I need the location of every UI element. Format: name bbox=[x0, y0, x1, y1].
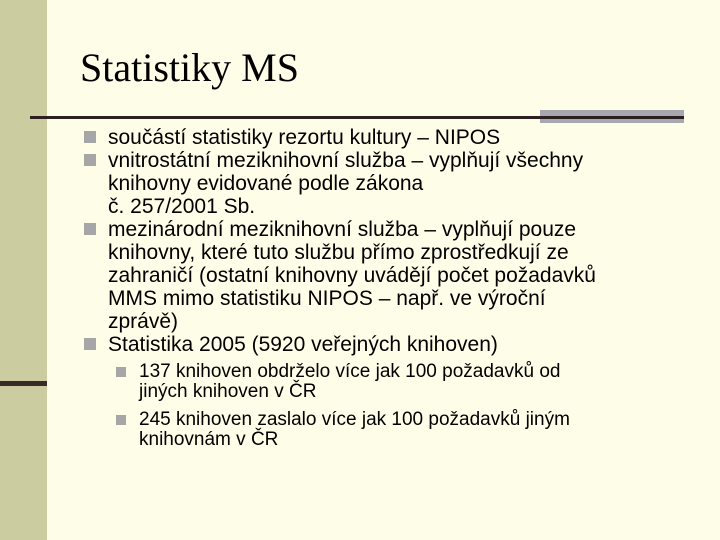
sub-bullet-line: 245 knihoven zaslalo více jak 100 požadavků jiným bbox=[139, 409, 570, 430]
bullet-line: knihovny, které tuto službu přímo zprostředkují ze bbox=[108, 241, 569, 264]
bullet-line: zahraničí (ostatní knihovny uvádějí počet požadavků bbox=[108, 264, 596, 287]
bullet-line: mezinárodní meziknihovní služba – vyplňují pouze bbox=[108, 218, 577, 241]
title-rule-accent-lower bbox=[540, 119, 684, 123]
square-bullet-icon bbox=[116, 367, 126, 377]
square-bullet-icon bbox=[84, 131, 96, 143]
left-bar-marker bbox=[0, 381, 47, 386]
sub-bullet-line: knihovnám v ČR bbox=[139, 429, 279, 450]
square-bullet-icon bbox=[116, 415, 126, 425]
bullet-line: knihovny evidované podle zákona bbox=[108, 172, 424, 195]
left-decorative-bar bbox=[0, 0, 47, 540]
bullet-line: MMS mimo statistiku NIPOS – např. ve výroční bbox=[108, 287, 546, 310]
square-bullet-icon bbox=[84, 154, 96, 166]
bullet-item-nipos bbox=[84, 126, 694, 149]
bullet-text: Statistika 2005 (5920 veřejných knihoven) bbox=[108, 333, 498, 356]
sub-bullet-list bbox=[84, 362, 694, 450]
bullet-text: součástí statistiky rezortu kultury – NIPOS bbox=[108, 126, 501, 149]
bullet-item-statistics-2005 bbox=[84, 333, 694, 356]
square-bullet-icon bbox=[84, 338, 96, 350]
sub-bullet-item-received bbox=[116, 362, 694, 402]
square-bullet-icon bbox=[84, 223, 96, 235]
slide-title: Statistiky MS bbox=[80, 45, 299, 90]
sub-bullet-line: jiných knihoven v ČR bbox=[139, 381, 317, 402]
bullet-line: č. 257/2001 Sb. bbox=[108, 195, 256, 218]
sub-bullet-item-sent bbox=[116, 410, 694, 450]
bullet-line: vnitrostátní meziknihovní služba – vyplňují všechny bbox=[108, 149, 584, 172]
sub-bullet-line: 137 knihoven obdrželo více jak 100 požadavků od bbox=[139, 361, 561, 382]
bullet-item-domestic-ill bbox=[84, 149, 694, 218]
bullet-item-international-ill bbox=[84, 218, 694, 333]
bullet-line: zprávě) bbox=[108, 310, 179, 333]
slide-body bbox=[84, 126, 694, 450]
